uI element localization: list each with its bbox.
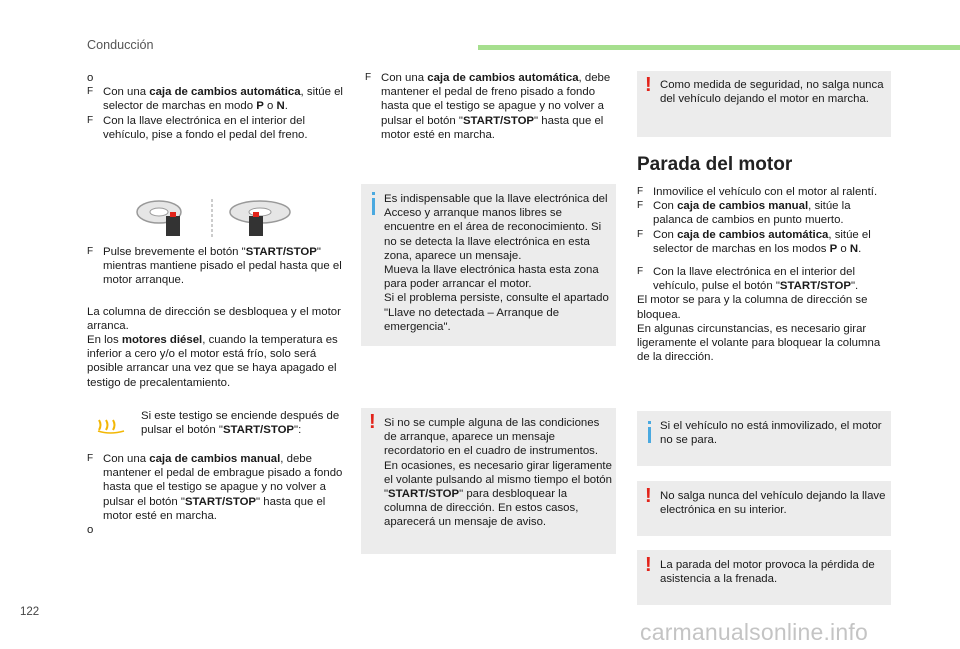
list-item: F Con una caja de cambios manual, debe mantener el pedal de embrague pisado a fondo hasta que el testigo se apague y no volver a pulsar el botón "START/STOP" hasta que el motor esté en marcha. [87,453,343,522]
steering-wheel-illustration [132,196,297,240]
warning-text: Si no se cumple alguna de las condiciones de arranque, aparece un mensaje recordatorio en el cuadro de instrumentos. En ocasiones, es necesario girar ligeramente el volante pulsando al mismo tiempo el botón "START/STOP" para desbloquear la columna de dirección. En estos casos, aparecerá un mensaje de aviso. [384,417,612,529]
arrow-bullet-icon: F [87,453,94,464]
arrow-bullet-icon: F [637,266,644,278]
info-box: Es indispensable que la llave electrónica del Acceso y arranque manos libres se encuentre en el área de reconocimiento. Si no se detecta la llave electrónica en esta zona, aparece un mensaje. Mueva la llave electrónica hasta esta zona para poder arrancar el motor. Si el problema persiste, consulte el apartado "Llave no detectada – Arranque de emergencia". [361,184,616,346]
warning-exclamation-icon: ! [645,485,652,507]
arrow-bullet-icon: F [87,86,94,98]
arrow-bullet-icon: F [87,246,94,257]
or-text: o [87,524,94,537]
arrow-bullet-icon: F [637,200,644,212]
steering-wheel-icon [137,201,181,236]
list-item: F Con una caja de cambios automática, sitúe el selector de marchas en modo P o N. [87,86,343,113]
warning-exclamation-icon: ! [369,411,376,433]
warning-exclamation-icon: ! [645,554,652,576]
paragraph: El motor se para y la columna de dirección se bloquea. En algunas circunstancias, es necesario girar ligeramente el volante para bloquear la columna de la dirección. [637,294,881,364]
arrow-bullet-icon: F [87,114,94,126]
info-icon [372,198,375,215]
arrow-bullet-icon: F [365,72,372,83]
arrow-bullet-icon: F [637,186,644,197]
column-1-lower [87,245,349,390]
column-1-bottom [87,452,349,537]
list-item: F Con caja de cambios manual, sitúe la palanca de cambios en punto muerto. [637,200,851,227]
preheat-note: Si este testigo se enciende después de pulsar el botón "START/STOP": [141,410,340,437]
warning-box: ! La parada del motor provoca la pérdida de asistencia a la frenada. [637,550,891,605]
arrow-bullet-icon: F [637,228,644,240]
list-item: F Con la llave electrónica en el interior del vehículo, pise a fondo el pedal del freno. [87,114,308,141]
steering-wheel-icon [230,201,290,236]
info-box: Si el vehículo no está inmovilizado, el motor no se para. [637,411,891,466]
watermark: carmanualsonline.info [640,619,868,645]
page-number: 122 [20,606,40,618]
paragraph: La columna de dirección se desbloquea y el motor arranca. En los motores diésel, cuando la temperatura es inferior a cero y/o el motor está frío, solo será posible arrancar una vez que se haya apagado el testigo de precalentamiento. [87,305,341,389]
warning-box: ! Como medida de seguridad, no salga nunca del vehículo dejando el motor en marcha. [637,71,891,137]
or-text: o [87,72,94,84]
list-item: F Pulse brevemente el botón "START/STOP" mientras mantiene pisado el pedal hasta que el motor arranque. [87,246,342,287]
preheat-lamp-icon [96,416,126,434]
warning-box: ! No salga nunca del vehículo dejando la llave electrónica en su interior. [637,481,891,536]
column-2 [365,71,617,142]
section-accent-bar [478,45,960,50]
column-1 [87,71,347,142]
info-icon [648,427,651,443]
list-item: F Con una caja de cambios automática, debe mantener el pedal de freno pisado a fondo hasta que el testigo se apague y no volver a pulsar el botón "START/STOP" hasta que el motor esté en marcha. [365,72,611,141]
section-title: Conducción [87,38,154,52]
column-3 [637,185,893,364]
list-item: F Con caja de cambios automática, sitúe el selector de marchas en los modos P o N. [637,228,871,255]
section-heading: Parada del motor [637,154,793,175]
list-item: F Con la llave electrónica en el interior del vehículo, pulse el botón "START/STOP". [637,266,859,293]
list-item: F Inmovilice el vehículo con el motor al ralentí. [637,186,878,198]
warning-exclamation-icon: ! [645,74,652,96]
warning-box [361,408,616,554]
